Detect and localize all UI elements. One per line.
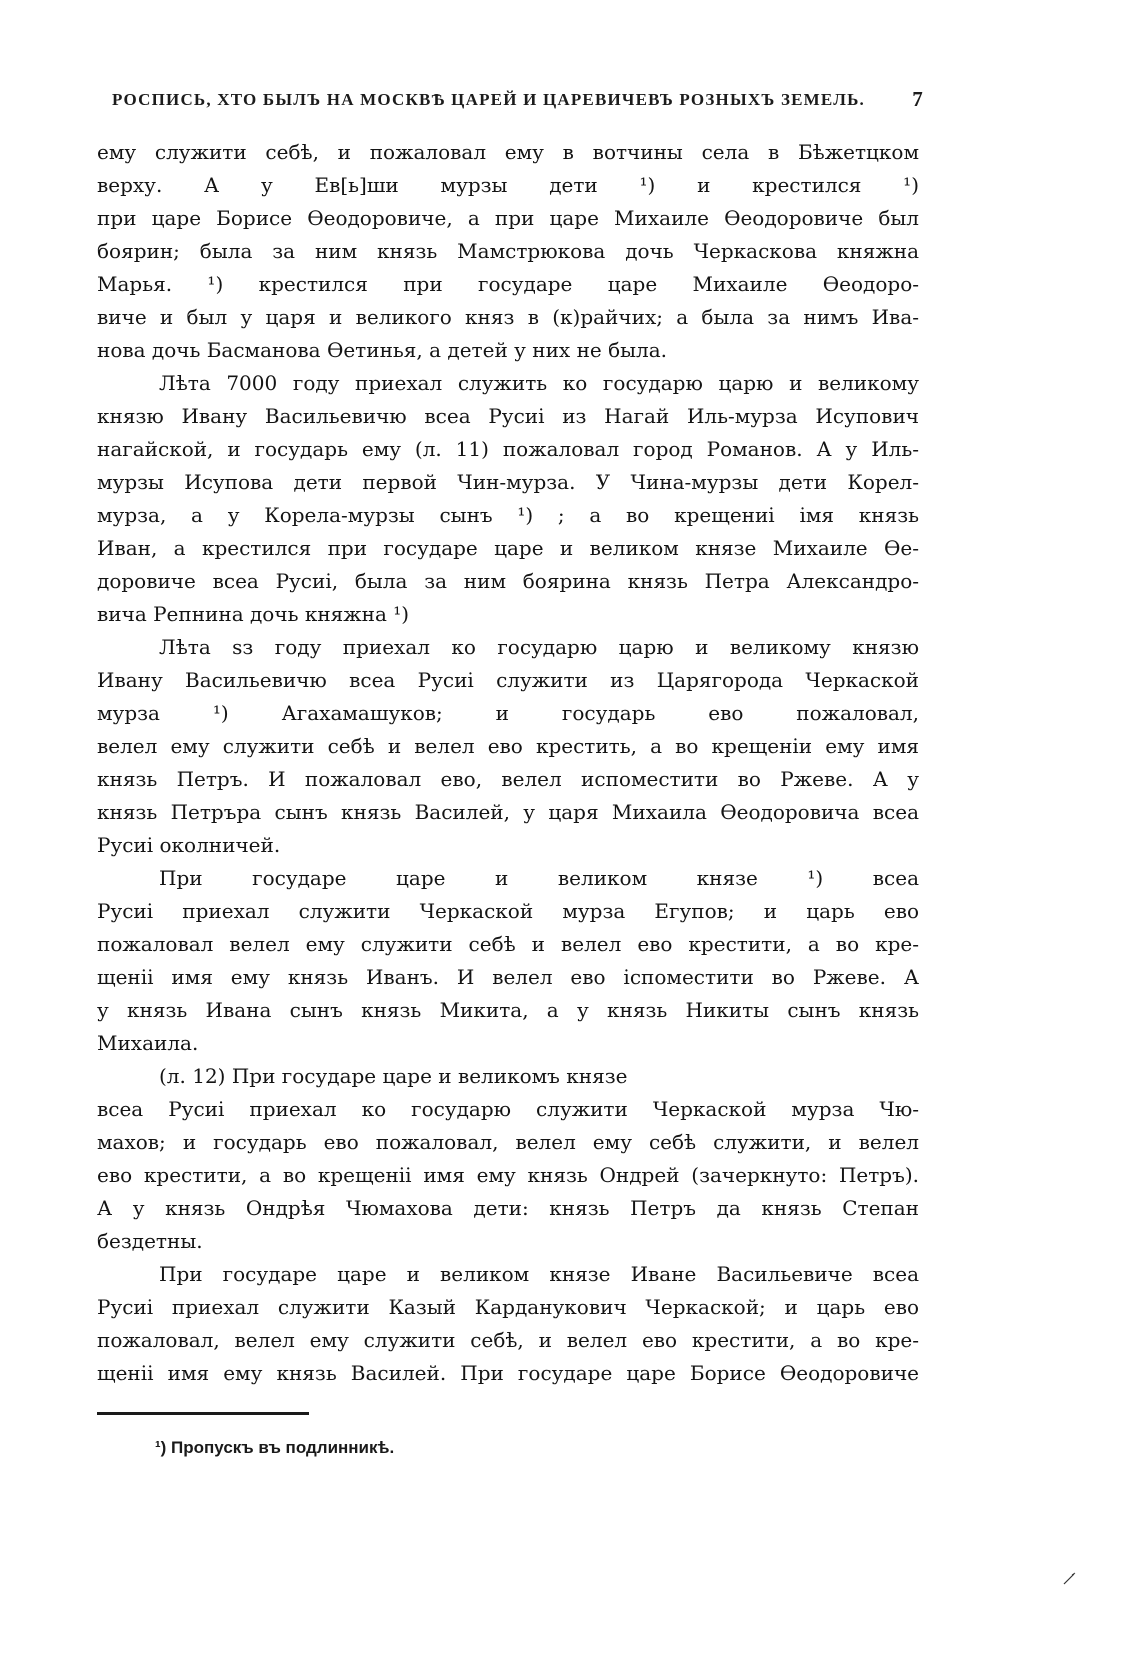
text-line: всеа Русиі приехал ко государю служити Черкаской мурза Чю- — [97, 1097, 919, 1121]
text-line: пожаловал велел ему служити себѣ и велел ево крестити, а во кре- — [97, 932, 919, 956]
text-line: Марья. ¹) крестился при государе царе Михаиле Ѳеодоро- — [97, 272, 919, 296]
text-line: мурзы Исупова дети первой Чин-мурза. У Чина-мурзы дети Корел- — [97, 470, 919, 494]
text-line: щеніі имя ему князь Иванъ. И велел ево іспоместити во Ржеве. А — [97, 965, 919, 989]
text-line: Русиі приехал служити Черкаской мурза Егупов; и царь ево — [97, 899, 919, 923]
text-line: мурза ¹) Агахамашуков; и государь ево пожаловал, — [97, 701, 919, 725]
text-line: мурза, а у Корела-мурзы сынъ ¹) ; а во крещениі імя князь — [97, 503, 919, 527]
text-line: (л. 12) При государе царе и великомъ князе — [159, 1064, 628, 1088]
text-line: Лѣта 7000 году приехал служить ко государю царю и великому — [159, 371, 919, 395]
text-line: верху. А у Ев[ь]ши мурзы дети ¹) и крестился ¹) — [97, 173, 919, 197]
text-line: вича Репнина дочь княжна ¹) — [97, 602, 410, 626]
text-line: щеніі имя ему князь Василей. При государе царе Борисе Ѳеодоровиче — [97, 1361, 919, 1385]
text-line: ему служити себѣ, и пожаловал ему в вотчины села в Бѣжетцком — [97, 140, 919, 164]
text-line: пожаловал, велел ему служити себѣ, и велел ево крестити, а во кре- — [97, 1328, 919, 1352]
page-number: 7 — [912, 87, 924, 111]
text-line: Русиі приехал служити Казый Карданукович Черкаской; и царь ево — [97, 1295, 919, 1319]
running-head — [112, 87, 924, 111]
text-line: доровиче всеа Русиі, была за ним боярина князь Петра Александро- — [97, 569, 919, 593]
text-line: Ивану Васильевичю всеа Русиі служити из Царягорода Черкаской — [97, 668, 919, 692]
text-line: Михаила. — [97, 1031, 199, 1055]
text-line: князь Петръ. И пожаловал ево, велел испоместити во Ржеве. А у — [97, 767, 919, 791]
text-line: Иван, а крестился при государе царе и великом князе Михаиле Ѳе- — [97, 536, 919, 560]
text-line: велел ему служити себѣ и велел ево крестить, а во крещеніи ему имя — [97, 734, 919, 758]
text-line: нова дочь Басманова Ѳетинья, а детей у них не была. — [97, 338, 668, 362]
text-line: князю Ивану Васильевичю всеа Русиі из Нагай Иль-мурза Исупович — [97, 404, 919, 428]
text-line: нагайской, и государь ему (л. 11) пожаловал город Романов. А у Иль- — [97, 437, 919, 461]
text-line: боярин; была за ним князь Мамстрюкова дочь Черкаскова княжна — [97, 239, 919, 263]
running-head-title: РОСПИСЬ, ХТО БЫЛЪ НА МОСКВѢ ЦАРЕЙ И ЦАРЕВИЧЕВЪ РОЗНЫХЪ ЗЕМЕЛЬ. — [112, 90, 865, 109]
footnote: ¹) Пропускъ въ подлинникѣ. — [155, 1438, 395, 1457]
footnote-divider — [97, 1412, 309, 1415]
text-line: махов; и государь ево пожаловал, велел ему себѣ служити, и велел — [97, 1130, 919, 1154]
text-line: у князь Ивана сынъ князь Микита, а у князь Никиты сынъ князь — [97, 998, 919, 1022]
text-line: Русиі околничей. — [97, 833, 281, 857]
text-line: При государе царе и великом князе Иване Васильевиче всеа — [159, 1262, 919, 1286]
text-line: виче и был у царя и великого княз в (к)райчих; а была за нимъ Ива- — [97, 305, 919, 329]
text-line: ево крестити, а во крещеніі имя ему князь Ондрей (зачеркнуто: Петръ). — [97, 1163, 919, 1187]
text-line: бездетны. — [97, 1229, 203, 1253]
scan-speck-mark — [1062, 1572, 1076, 1586]
text-line: Лѣта ѕз году приехал ко государю царю и великому князю — [159, 635, 919, 659]
text-line: при царе Борисе Ѳеодоровиче, а при царе Михаиле Ѳеодоровиче был — [97, 206, 919, 230]
text-line: А у князь Ондрѣя Чюмахова дети: князь Петръ да князь Степан — [97, 1196, 919, 1220]
text-line: При государе царе и великом князе ¹) всеа — [159, 866, 919, 890]
text-line: князь Петръра сынъ князь Василей, у царя Михаила Ѳеодоровича всеа — [97, 800, 919, 824]
body-text — [97, 136, 919, 1390]
